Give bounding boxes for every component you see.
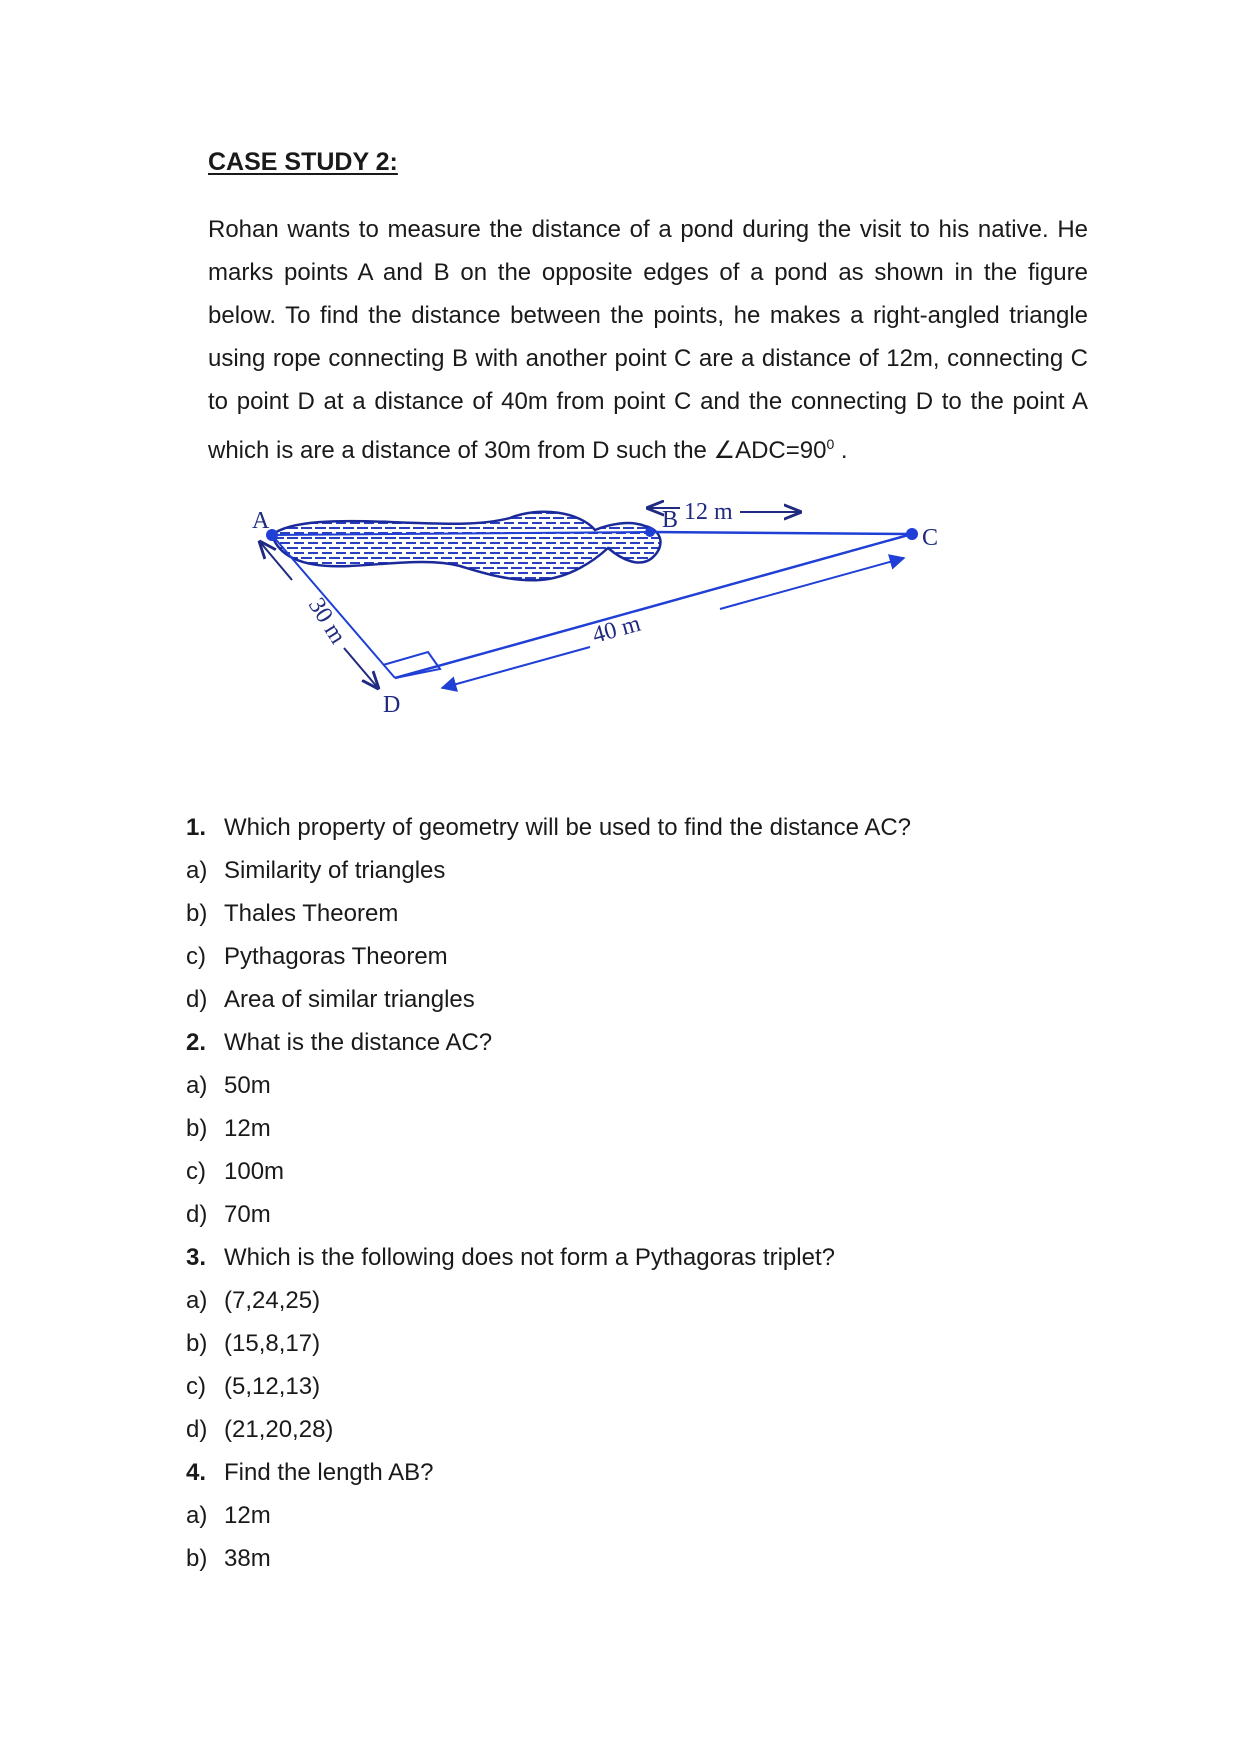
label-d: D <box>383 692 401 718</box>
option-label: a) <box>186 857 208 884</box>
dimension-arrow-dc-upper <box>720 558 904 609</box>
degree-superscript: 0 <box>826 436 835 452</box>
paragraph-line: Rohan wants to measure the distance of a pond during the visit to his native. <box>208 216 1049 243</box>
label-b: B <box>662 507 679 533</box>
option-label: c) <box>186 943 206 970</box>
option-text: Similarity of triangles <box>224 857 446 884</box>
paragraph-line: He marks points A and B on the opposite edges of a pond as shown in the <box>208 216 1089 286</box>
question-number: 2. <box>186 1029 207 1056</box>
label-ad: 30 m <box>302 593 351 649</box>
question-text: Which is the following does not form a Pythagoras triplet? <box>224 1244 835 1271</box>
option-label: d) <box>186 1201 208 1228</box>
option-text: (7,24,25) <box>224 1287 321 1314</box>
question-4 <box>186 1451 1146 1494</box>
question-text: What is the distance AC? <box>224 1029 493 1056</box>
option-label: a) <box>186 1502 208 1529</box>
paragraph-line: to the point A which is are a distance of 30m from D such the ∠ADC=90 <box>208 388 1088 464</box>
option-text: (15,8,17) <box>224 1330 321 1357</box>
dimension-arrow-ad-lower <box>344 648 378 688</box>
question-1 <box>186 806 1146 849</box>
dimension-arrow-dc-lower <box>442 647 590 688</box>
option-3c <box>186 1365 1146 1408</box>
question-list <box>186 806 1146 1580</box>
case-study-paragraph <box>208 208 1088 472</box>
option-3d <box>186 1408 1146 1451</box>
option-2a <box>186 1064 1146 1107</box>
label-c: C <box>922 525 939 551</box>
option-label: c) <box>186 1373 206 1400</box>
question-text: Find the length AB? <box>224 1459 434 1486</box>
question-number: 1. <box>186 814 207 841</box>
option-3b <box>186 1322 1146 1365</box>
option-1a <box>186 849 1146 892</box>
option-label: b) <box>186 1115 208 1142</box>
option-1b <box>186 892 1146 935</box>
option-text: (21,20,28) <box>224 1416 334 1443</box>
question-3 <box>186 1236 1146 1279</box>
option-text: Pythagoras Theorem <box>224 943 448 970</box>
paragraph-line: figure below. To find the distance between the points, he makes a right-angled <box>208 259 1088 329</box>
option-2b <box>186 1107 1146 1150</box>
option-1c <box>186 935 1146 978</box>
question-number: 4. <box>186 1459 207 1486</box>
option-2c <box>186 1150 1146 1193</box>
option-text: Thales Theorem <box>224 900 399 927</box>
option-text: 12m <box>224 1502 271 1529</box>
option-4b <box>186 1537 1146 1580</box>
pond-triangle-diagram <box>250 500 970 780</box>
point-c-dot <box>906 528 918 540</box>
side-bc <box>650 532 912 534</box>
option-text: 38m <box>224 1545 271 1572</box>
question-2 <box>186 1021 1146 1064</box>
question-number: 3. <box>186 1244 207 1271</box>
question-text: Which property of geometry will be used to find the distance AC? <box>224 814 912 841</box>
option-text: 12m <box>224 1115 271 1142</box>
label-dc: 40 m <box>589 610 644 649</box>
label-bc: 12 m <box>684 500 733 525</box>
paragraph-line: triangle using rope connecting B with another point C are a distance of 12m, <box>208 302 1088 372</box>
paragraph-end: . <box>834 437 848 464</box>
option-label: b) <box>186 1330 208 1357</box>
case-study-title: CASE STUDY 2: <box>208 148 398 176</box>
paragraph-line: connecting C to point D at a distance of 40m from point C and the connecting D <box>208 345 1088 415</box>
pond-shape <box>272 512 660 581</box>
label-a: A <box>252 508 270 534</box>
option-label: b) <box>186 1545 208 1572</box>
option-text: 70m <box>224 1201 271 1228</box>
option-label: a) <box>186 1287 208 1314</box>
option-label: c) <box>186 1158 206 1185</box>
option-3a <box>186 1279 1146 1322</box>
option-label: d) <box>186 1416 208 1443</box>
option-text: 50m <box>224 1072 271 1099</box>
option-2d <box>186 1193 1146 1236</box>
option-text: Area of similar triangles <box>224 986 475 1013</box>
option-label: d) <box>186 986 208 1013</box>
option-1d <box>186 978 1146 1021</box>
option-text: 100m <box>224 1158 285 1185</box>
point-b-dot <box>645 527 655 537</box>
option-4a <box>186 1494 1146 1537</box>
option-label: b) <box>186 900 208 927</box>
option-label: a) <box>186 1072 208 1099</box>
option-text: (5,12,13) <box>224 1373 321 1400</box>
